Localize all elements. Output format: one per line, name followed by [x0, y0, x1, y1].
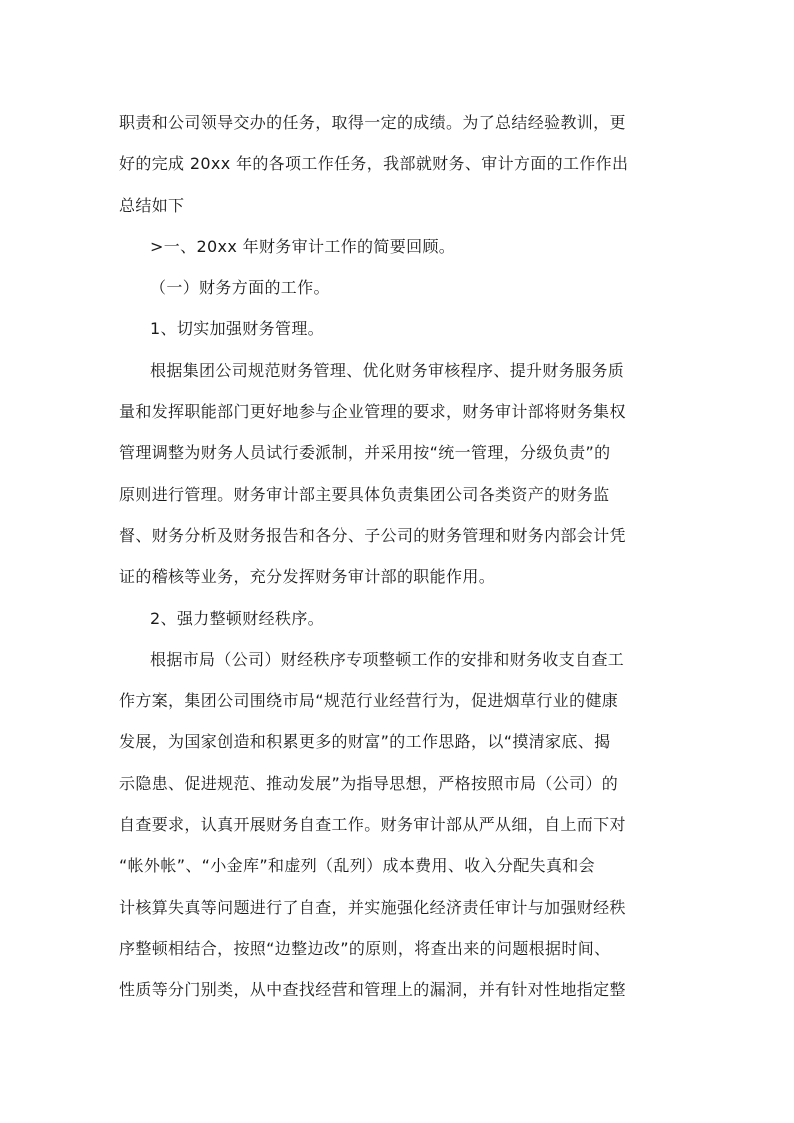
item-heading-1: 1、切实加强财务管理。 — [150, 319, 325, 339]
section-heading: >一、20xx 年财务审计工作的简要回顾。 — [150, 236, 456, 256]
text-line-16: 发展，为国家创造和积累更多的财富”的工作思路，以“摸清家底、揭 — [119, 732, 611, 752]
text-line-19: “帐外帐”、“小金库”和虚列（乱列）成本费用、收入分配失真和会 — [119, 856, 596, 876]
text-line-12: 证的稽核等业务，充分发挥财务审计部的职能作用。 — [119, 567, 496, 587]
text-line-10: 原则进行管理。财务审计部主要具体负责集团公司各类资产的财务监 — [119, 484, 610, 504]
text-line-20: 计核算失真等问题进行了自查，并实施强化经济责任审计与加强财经秩 — [119, 897, 626, 917]
text-line-22: 性质等分门别类，从中查找经营和管理上的漏洞，并有针对性地指定整 — [119, 980, 626, 1000]
text-line-21: 序整顿相结合，按照“边整边改”的原则，将查出来的问题根据时间、 — [119, 938, 611, 958]
text-line-17: 示隐患、促进规范、推动发展”为指导思想，严格按照市局（公司）的 — [119, 773, 619, 793]
text-line-7: 根据集团公司规范财务管理、优化财务审核程序、提升财务服务质 — [150, 360, 625, 380]
text-line-3: 总结如下 — [119, 195, 185, 215]
subsection-heading: （一）财务方面的工作。 — [150, 278, 330, 298]
text-line-2: 好的完成 20xx 年的各项工作任务，我部就财务、审计方面的工作作出 — [119, 154, 629, 174]
text-line-18: 自查要求，认真开展财务自查工作。财务审计部从严从细，自上而下对 — [119, 815, 626, 835]
text-line-8: 量和发挥职能部门更好地参与企业管理的要求，财务审计部将财务集权 — [119, 402, 626, 422]
document-body — [119, 102, 675, 1011]
text-line-9: 管理调整为财务人员试行委派制，并采用按“统一管理，分级负责”的 — [119, 443, 611, 463]
text-line-14: 根据市局（公司）财经秩序专项整顿工作的安排和财务收支自查工 — [150, 649, 625, 669]
item-heading-2: 2、强力整顿财经秩序。 — [150, 608, 325, 628]
text-line-1: 职责和公司领导交办的任务，取得一定的成绩。为了总结经验教训，更 — [119, 113, 626, 132]
text-line-15: 作方案，集团公司围绕市局“规范行业经营行为，促进烟草行业的健康 — [119, 691, 619, 711]
text-line-11: 督、财务分析及财务报告和各分、子公司的财务管理和财务内部会计凭 — [119, 525, 626, 545]
